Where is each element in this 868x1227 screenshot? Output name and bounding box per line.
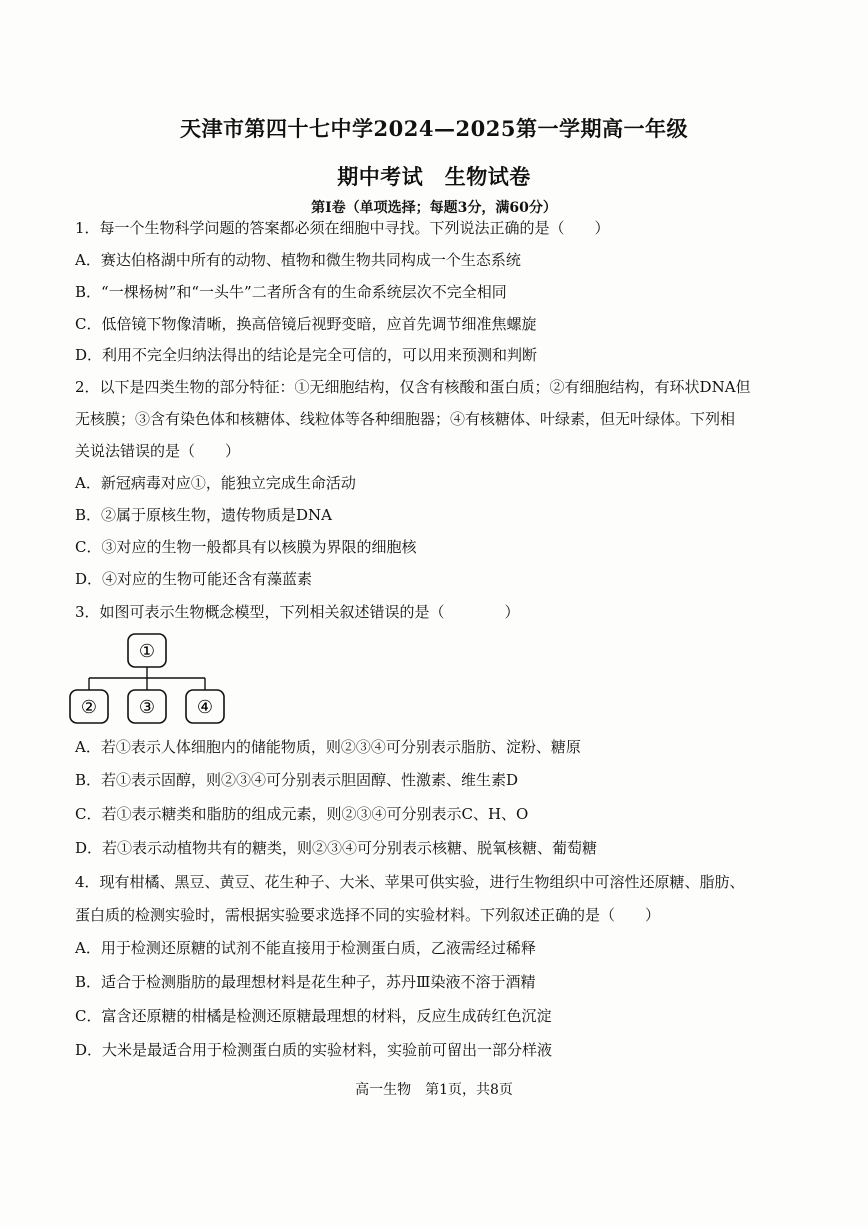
question-2-stem-line2: 无核膜；③含有染色体和核糖体、线粒体等各种细胞器；④有核糖体、叶绿素，但无叶绿体。下列相 [75, 410, 736, 428]
question-3-option-d: D．若①表示动植物共有的糖类，则②③④可分别表示核糖、脱氧核糖、葡萄糖 [75, 839, 598, 857]
question-4-stem-line2: 蛋白质的检测实验时，需根据实验要求选择不同的实验材料。下列叙述正确的是（ ） [75, 906, 661, 924]
question-1-option-b: B．“一棵杨树”和“一头牛”二者所含有的生命系统层次不完全相同 [75, 283, 507, 301]
question-1-option-a: A．赛达伯格湖中所有的动物、植物和微生物共同构成一个生态系统 [75, 251, 521, 269]
question-4-option-d: D．大米是最适合用于检测蛋白质的实验材料，实验前可留出一部分样液 [75, 1041, 553, 1059]
question-3-stem: 3．如图可表示生物概念模型，下列相关叙述错误的是（ ） [75, 603, 520, 621]
question-2-option-c: C．③对应的生物一般都具有以核膜为界限的细胞核 [75, 538, 417, 556]
question-1-option-d: D．利用不完全归纳法得出的结论是完全可信的，可以用来预测和判断 [75, 346, 538, 364]
question-4-stem-line1: 4．现有柑橘、黑豆、黄豆、花生种子、大米、苹果可供实验，进行生物组织中可溶性还原糖、脂肪、 [75, 873, 745, 891]
question-4-option-a: A．用于检测还原糖的试剂不能直接用于检测蛋白质，乙液需经过稀释 [75, 939, 536, 957]
question-3-option-c: C．若①表示糖类和脂肪的组成元素，则②③④可分别表示C、H、O [75, 805, 529, 823]
page-footer: 高一生物 第1页，共8页 [355, 1082, 513, 1098]
question-2-stem-line1: 2．以下是四类生物的部分特征：①无细胞结构，仅含有核酸和蛋白质；②有细胞结构，有环状DNA但 [75, 378, 751, 396]
diagram-label-child-2: ③ [138, 697, 156, 718]
question-2-option-d: D．④对应的生物可能还含有藻蓝素 [75, 570, 313, 588]
question-3-option-b: B．若①表示固醇，则②③④可分别表示胆固醇、性激素、维生素D [75, 771, 519, 789]
question-2-option-a: A．新冠病毒对应①，能独立完成生命活动 [75, 474, 356, 492]
section-heading: 第Ⅰ卷（单项选择；每题3分，满60分） [311, 200, 557, 216]
exam-title-line1: 天津市第四十七中学2024—2025第一学期高一年级 [180, 116, 688, 141]
diagram-label-child-3: ④ [196, 697, 214, 718]
question-1-stem: 1．每一个生物科学问题的答案都必须在细胞中寻找。下列说法正确的是（ ） [75, 219, 610, 237]
exam-title-line2: 期中考试 生物试卷 [337, 164, 531, 189]
diagram-label-top: ① [138, 641, 156, 662]
concept-model-diagram [66, 632, 236, 727]
question-1-option-c: C．低倍镜下物像清晰，换高倍镜后视野变暗，应首先调节细准焦螺旋 [75, 315, 537, 333]
question-4-option-b: B．适合于检测脂肪的最理想材料是花生种子，苏丹Ⅲ染液不溶于酒精 [75, 973, 536, 991]
question-4-option-c: C．富含还原糖的柑橘是检测还原糖最理想的材料，反应生成砖红色沉淀 [75, 1007, 552, 1025]
question-2-option-b: B．②属于原核生物，遗传物质是DNA [75, 506, 333, 524]
question-3-option-a: A．若①表示人体细胞内的储能物质，则②③④可分别表示脂肪、淀粉、糖原 [75, 738, 581, 756]
diagram-label-child-1: ② [80, 697, 98, 718]
question-2-stem-line3: 关说法错误的是（ ） [75, 442, 241, 460]
